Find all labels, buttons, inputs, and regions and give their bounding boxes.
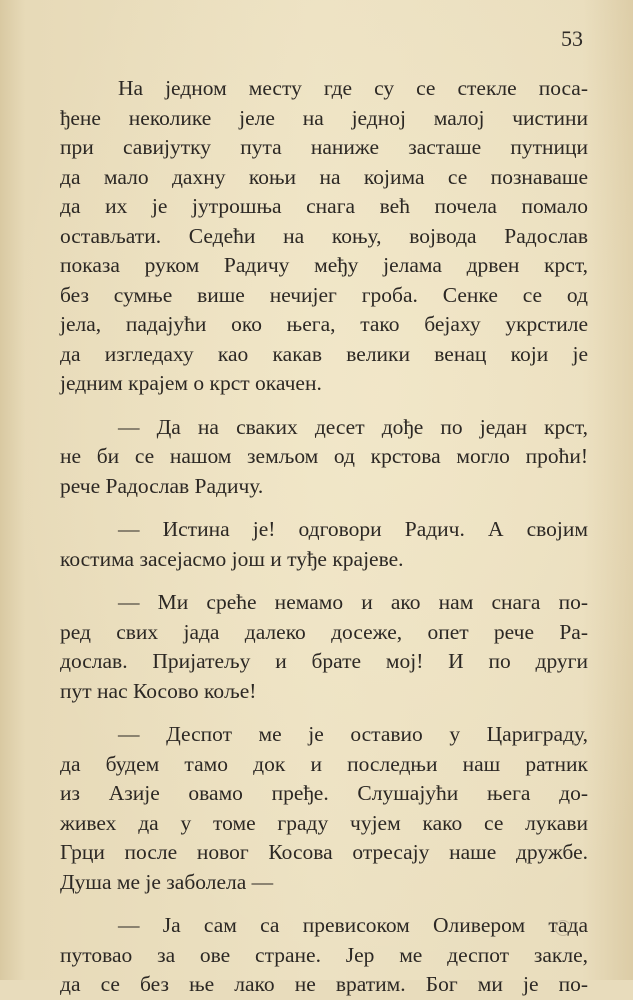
text-line: не би се нашом земљом од крстова могло проћи! xyxy=(60,444,588,468)
text-line: рече Радослав Радичу. xyxy=(60,473,264,498)
text-line: — Деспот ме је оставио у Цариграду, xyxy=(118,722,588,746)
text-line: јела, падајући око њега, тако бејаху укрстиле xyxy=(60,312,588,336)
text-line: да будем тамо док и последњи наш ратник xyxy=(60,751,588,776)
text-line: да изгледаху као какав велики венац који је xyxy=(60,341,588,366)
text-line: Душа ме је заболела — xyxy=(60,869,274,894)
page-number: 53 xyxy=(561,26,583,51)
text-line: Грци после новог Косова отресају наше дружбе. xyxy=(60,840,588,864)
text-line: дослав. Пријатељу и брате мој! И по други xyxy=(60,649,588,673)
text-line: — Ја сам са превисоком Оливером тада xyxy=(118,913,588,937)
text-line: пут нас Косово коље! xyxy=(60,678,257,703)
text-line: — Ми среће немамо и ако нам снага по- xyxy=(118,590,588,614)
text-line: путовао за ове стране. Јер ме деспот закле, xyxy=(60,942,588,967)
text-line: — Да на свакиx десет дође по један крст, xyxy=(118,414,588,439)
text-line: костима засејасмо још и туђе крајеве. xyxy=(60,546,404,571)
text-line: показа руком Радичу међу јелама дрвен крст, xyxy=(60,253,588,277)
text-line: остављати. Седећи на коњу, војвода Радослав xyxy=(60,223,588,248)
body-text xyxy=(60,74,588,1000)
text-line: из Азије овамо пређе. Слушајући њега до- xyxy=(60,781,588,805)
text-line: да мало дахну коњи на којима се познаваше xyxy=(60,164,588,189)
text-line: живех да у томе граду чујем како се лукави xyxy=(60,810,588,835)
text-line: — Истина је! одговори Радич. А својим xyxy=(118,517,588,541)
text-line: ред свих јада далеко досеже, опет рече Ра- xyxy=(60,619,588,644)
text-line: ђене неколике јеле на једној малој чистини xyxy=(60,105,588,130)
text-line: На једном месту где су се стекле поса- xyxy=(118,76,588,100)
text-line: при савијутку пута наниже засташе путници xyxy=(60,135,588,159)
paper-stain xyxy=(555,920,571,936)
text-line: да их је јутрошња снага већ почела помало xyxy=(60,194,588,218)
text-line: да се без ње лако не вратим. Бог ми је по- xyxy=(60,972,588,996)
text-line: једним крајем о крст окачен. xyxy=(60,371,322,395)
text-line: без сумње више нечијег гроба. Сенке се од xyxy=(60,282,588,307)
